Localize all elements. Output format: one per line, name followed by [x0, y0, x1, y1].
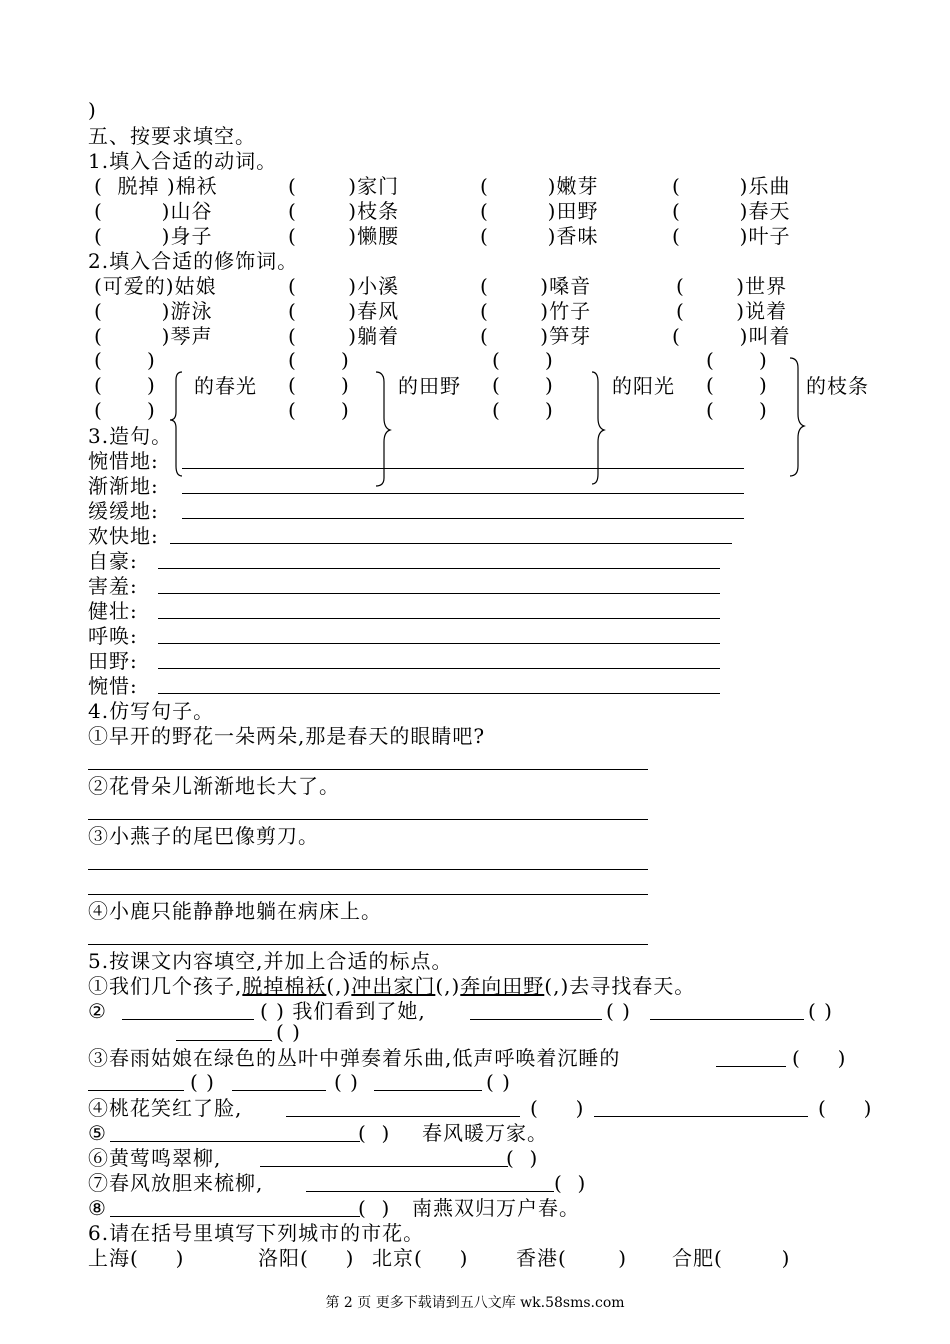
answer-text: 脱掉棉袄 — [242, 974, 327, 998]
q3-title: 3.造句。 — [88, 424, 173, 448]
q3-item-label: 自豪: — [88, 549, 138, 573]
q2-item: (可爱的)姑娘 — [94, 274, 217, 298]
punct-blank: (,) — [326, 974, 352, 998]
q2-item: ( )嗓音 — [480, 274, 592, 298]
group-blank: ( ) — [94, 373, 156, 397]
answer-line — [88, 1090, 184, 1091]
q4-sentence: ③小燕子的尾巴像剪刀。 — [88, 824, 319, 848]
group-label: 的春光 — [194, 374, 257, 398]
q2-item: ( )小溪 — [288, 274, 400, 298]
answer-line — [716, 1066, 786, 1067]
group-blank: ( ) — [94, 348, 156, 372]
section-title: 五、按要求填空。 — [88, 124, 256, 148]
city-item: 上海( ) — [88, 1246, 185, 1270]
q4-sentence: ④小鹿只能静静地躺在病床上。 — [88, 899, 382, 923]
answer-line — [182, 518, 744, 519]
q5-line-8-post: 南燕双归万户春。 — [412, 1196, 580, 1220]
answer-line — [110, 1141, 360, 1142]
punct-blank: ( ) — [276, 1020, 301, 1044]
item-number: ② — [88, 999, 107, 1023]
punct-blank: ( ) — [334, 1070, 359, 1094]
q1-item: ( )身子 — [94, 224, 213, 248]
brace-4 — [790, 358, 804, 476]
group-blank: ( ) — [288, 348, 350, 372]
answer-line — [88, 944, 648, 945]
group-label: 的枝条 — [806, 374, 869, 398]
q3-item-label: 渐渐地: — [88, 474, 159, 498]
punct-blank: ( ) — [530, 1096, 585, 1120]
q2-item: ( )游泳 — [94, 299, 213, 323]
q5-line-3: ③春雨姑娘在绿色的丛叶中弹奏着乐曲,低声呼唤着沉睡的 — [88, 1046, 621, 1070]
answer-line — [88, 894, 648, 895]
q2-item: ( )躺着 — [288, 324, 400, 348]
q3-item-label: 害羞: — [88, 574, 138, 598]
punct-blank: ( ) — [358, 1121, 391, 1145]
answer-line — [88, 819, 648, 820]
answer-line — [122, 1019, 254, 1020]
q2-item: ( )竹子 — [480, 299, 592, 323]
q2-item: ( )笋芽 — [480, 324, 592, 348]
q2-item: ( )琴声 — [94, 324, 213, 348]
q5-line-5-post: 春风暖万家。 — [422, 1121, 548, 1145]
q5-title: 5.按课文内容填空,并加上合适的标点。 — [88, 949, 453, 973]
answer-line — [88, 869, 648, 870]
q1-item: ( )田野 — [480, 199, 599, 223]
city-item: 北京( ) — [372, 1246, 469, 1270]
q1-item: ( )嫩芽 — [480, 174, 599, 198]
punct-blank: ( ) — [554, 1171, 587, 1195]
answer-text: 冲出家门 — [351, 974, 436, 998]
q5-line2-mid: ( ) 我们看到了她, — [260, 999, 426, 1023]
answer-line — [170, 543, 732, 544]
group-blank: ( ) — [492, 398, 554, 422]
group-blank: ( ) — [288, 398, 350, 422]
q3-item-label: 惋惜: — [88, 674, 138, 698]
q4-title: 4.仿写句子。 — [88, 699, 215, 723]
q5-line1-post: 去寻找春天。 — [569, 974, 696, 998]
group-blank: ( ) — [706, 373, 768, 397]
q1-item: ( )枝条 — [288, 199, 400, 223]
punct-blank: ( ) — [606, 999, 631, 1023]
group-blank: ( ) — [94, 398, 156, 422]
answer-line — [374, 1090, 482, 1091]
answer-line — [650, 1019, 804, 1020]
answer-line — [260, 1166, 508, 1167]
q2-title: 2.填入合适的修饰词。 — [88, 249, 299, 273]
q1-title: 1.填入合适的动词。 — [88, 149, 278, 173]
q5-line-7: ⑦春风放胆来梳柳, — [88, 1171, 264, 1195]
q1-item: ( )山谷 — [94, 199, 213, 223]
answer-line — [110, 1216, 360, 1217]
punct-blank: ( ) — [792, 1046, 847, 1070]
page-footer: 第 2 页 更多下载请到五八文库 wk.58sms.com — [325, 1295, 625, 1311]
q5-line-4: ④桃花笑红了脸, — [88, 1096, 243, 1120]
q5-line-1 — [88, 974, 695, 998]
answer-line — [158, 693, 720, 694]
q3-item-label: 田野: — [88, 649, 138, 673]
punct-blank: ( ) — [190, 1070, 215, 1094]
q1-item: ( )春天 — [672, 199, 791, 223]
q1-item: ( )香味 — [480, 224, 599, 248]
punct-blank: ( ) — [818, 1096, 873, 1120]
q2-item: ( )叫着 — [672, 324, 791, 348]
punct-blank: (,) — [435, 974, 461, 998]
answer-line — [158, 593, 720, 594]
group-blank: ( ) — [706, 398, 768, 422]
q1-item: ( )懒腰 — [288, 224, 400, 248]
group-label: 的田野 — [398, 374, 461, 398]
q6-title: 6.请在括号里填写下列城市的市花。 — [88, 1221, 425, 1245]
punct-blank: (,) — [544, 974, 570, 998]
q1-item: ( 脱掉 )棉袄 — [94, 174, 218, 198]
q3-item-label: 健壮: — [88, 599, 138, 623]
answer-line — [88, 769, 648, 770]
answer-line — [182, 468, 744, 469]
q4-sentence: ②花骨朵儿渐渐地长大了。 — [88, 774, 340, 798]
q2-item: ( )说着 — [676, 299, 788, 323]
q3-item-label: 欢快地: — [88, 524, 159, 548]
group-blank: ( ) — [492, 348, 554, 372]
answer-line — [594, 1116, 808, 1117]
group-blank: ( ) — [288, 373, 350, 397]
q2-item: ( )世界 — [676, 274, 788, 298]
punct-blank: ( ) — [486, 1070, 511, 1094]
item-number: ⑤ — [88, 1121, 107, 1145]
answer-line — [158, 618, 720, 619]
q5-line-6: ⑥黄莺鸣翠柳, — [88, 1146, 222, 1170]
answer-line — [286, 1116, 520, 1117]
q2-item: ( )春风 — [288, 299, 400, 323]
punct-blank: ( ) — [506, 1146, 539, 1170]
leading-paren: ) — [88, 98, 97, 122]
answer-line — [158, 668, 720, 669]
answer-line — [232, 1090, 326, 1091]
punct-blank: ( ) — [808, 999, 833, 1023]
answer-line — [470, 1019, 602, 1020]
q1-item: ( )家门 — [288, 174, 400, 198]
group-label: 的阳光 — [612, 374, 675, 398]
answer-line — [182, 493, 744, 494]
group-blank: ( ) — [706, 348, 768, 372]
answer-line — [176, 1040, 272, 1041]
q3-item-label: 惋惜地: — [88, 449, 159, 473]
group-blank: ( ) — [492, 373, 554, 397]
answer-text: 奔向田野 — [460, 974, 545, 998]
q3-item-label: 呼唤: — [88, 624, 138, 648]
city-item: 洛阳( ) — [258, 1246, 355, 1270]
q3-item-label: 缓缓地: — [88, 499, 159, 523]
punct-blank: ( ) — [358, 1196, 391, 1220]
item-number: ⑧ — [88, 1196, 107, 1220]
q1-item: ( )叶子 — [672, 224, 791, 248]
q4-sentence: ①早开的野花一朵两朵,那是春天的眼睛吧? — [88, 724, 486, 748]
answer-line — [158, 643, 720, 644]
q5-line1-pre: ①我们几个孩子, — [88, 974, 243, 998]
answer-line — [158, 568, 720, 569]
answer-line — [306, 1191, 554, 1192]
q1-item: ( )乐曲 — [672, 174, 791, 198]
city-item: 香港( ) — [516, 1246, 628, 1270]
city-item: 合肥( ) — [672, 1246, 791, 1270]
